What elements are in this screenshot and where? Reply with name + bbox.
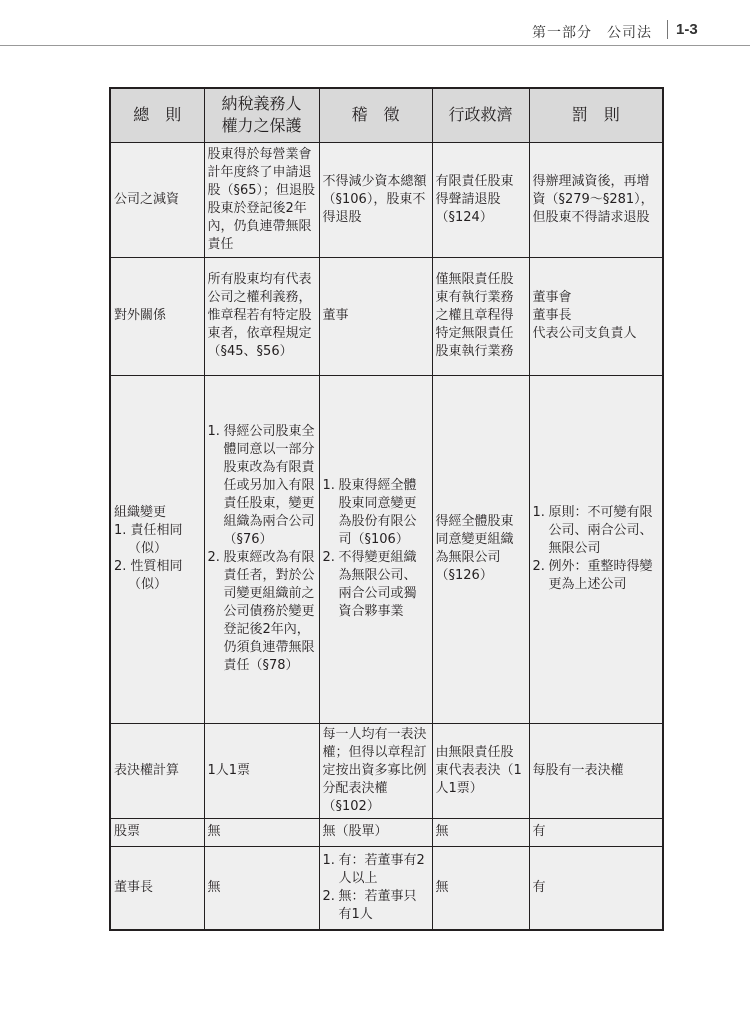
table-cell: 股東得於每營業會計年度終了申請退股（§65）；但退股股東於登記後2年內，仍負連帶無限責任 [204, 142, 319, 257]
cell-line: 董事長 [532, 308, 572, 323]
table-cell: 所有股東均有代表公司之權利義務，惟章程若有特定股東者，依章程規定（§45、§56） [204, 257, 319, 375]
list-item: 2. 股東經改為有限責任者，對於公司變更組織前之公司債務於變更登記後2年內，仍須負連帶無限責任（§78） [207, 550, 315, 673]
table-cell: 得辦理減資後，再增資（§279～§281），但股東不得請求退股 [529, 142, 663, 257]
row-label: 對外關係 [110, 257, 204, 375]
list-item: 2. 例外：重整時得變更為上述公司 [532, 559, 653, 592]
table-row [110, 723, 663, 818]
header-collection: 稽 徵 [319, 88, 432, 142]
table-cell: 有限責任股東得聲請退股（§124） [432, 142, 529, 257]
table-cell: 董事 [319, 257, 432, 375]
row-label: 股票 [110, 818, 204, 846]
list-item: 1. 得經公司股東全體同意以一部分股東改為有限責任或另加入有限責任股東，變更組織為兩合公司（§76） [207, 424, 315, 547]
header-taxpayer-rights [204, 88, 319, 142]
header-divider [667, 20, 668, 39]
table-cell: 無（股單） [319, 818, 432, 846]
cell-line: 董事會 [532, 290, 572, 305]
list-item: 1. 有：若董事有2人以上 [322, 852, 425, 886]
table-cell [204, 375, 319, 723]
header-penalty: 罰 則 [529, 88, 663, 142]
table-cell: 無 [204, 846, 319, 930]
list-item: 2. 不得變更組織為無限公司、兩合公司或獨資合夥事業 [322, 550, 417, 619]
table-cell: 有 [529, 818, 663, 846]
table-cell: 每股有一表決權 [529, 723, 663, 818]
label-line: （似） [128, 577, 168, 592]
table-row [110, 375, 663, 723]
cell-line: 代表公司支負責人 [532, 326, 637, 341]
page-header [0, 0, 750, 46]
table-cell [319, 375, 432, 723]
table-cell: 不得減少資本總額（§106），股東不得退股 [319, 142, 432, 257]
row-label: 公司之減資 [110, 142, 204, 257]
list-item: 2. 無：若董事只有1人 [322, 888, 417, 922]
table-cell: 無 [432, 818, 529, 846]
table-cell: 1人1票 [204, 723, 319, 818]
list-item: 1. 原則：不可變有限公司、兩合公司、無限公司 [532, 505, 653, 556]
table-row [110, 818, 663, 846]
table-cell: 僅無限責任股東有執行業務之權且章程得特定無限責任股東執行業務 [432, 257, 529, 375]
header-taxpayer-line2: 權力之保護 [221, 116, 302, 136]
table-row [110, 142, 663, 257]
table-cell [529, 257, 663, 375]
section-title: 第一部分 公司法 [532, 25, 652, 41]
label-line: 組織變更 [114, 505, 167, 520]
row-label: 董事長 [110, 846, 204, 930]
header-taxpayer-line1: 納稅義務人 [221, 94, 302, 114]
list-item: 1. 股東得經全體股東同意變更為股份有限公司（§106） [322, 478, 417, 547]
label-line: 1. 責任相同 [114, 523, 183, 538]
table-header-row [110, 88, 663, 142]
table-row [110, 846, 663, 930]
table-cell: 每一人均有一表決權；但得以章程訂定按出資多寡比例分配表決權（§102） [319, 723, 432, 818]
header-general: 總 則 [110, 88, 204, 142]
table-cell: 有 [529, 846, 663, 930]
label-line: （似） [128, 541, 168, 556]
comparison-table [109, 87, 664, 931]
table-cell: 無 [204, 818, 319, 846]
table-cell: 由無限責任股東代表表決（1人1票） [432, 723, 529, 818]
row-label: 表決權計算 [110, 723, 204, 818]
table-cell [529, 375, 663, 723]
table-cell: 無 [432, 846, 529, 930]
table-cell: 得經全體股東同意變更組織為無限公司（§126） [432, 375, 529, 723]
table-row [110, 257, 663, 375]
table-cell [319, 846, 432, 930]
header-admin-remedy: 行政救濟 [432, 88, 529, 142]
row-label [110, 375, 204, 723]
page-number: 1-3 [676, 21, 698, 38]
label-line: 2. 性質相同 [114, 559, 183, 574]
